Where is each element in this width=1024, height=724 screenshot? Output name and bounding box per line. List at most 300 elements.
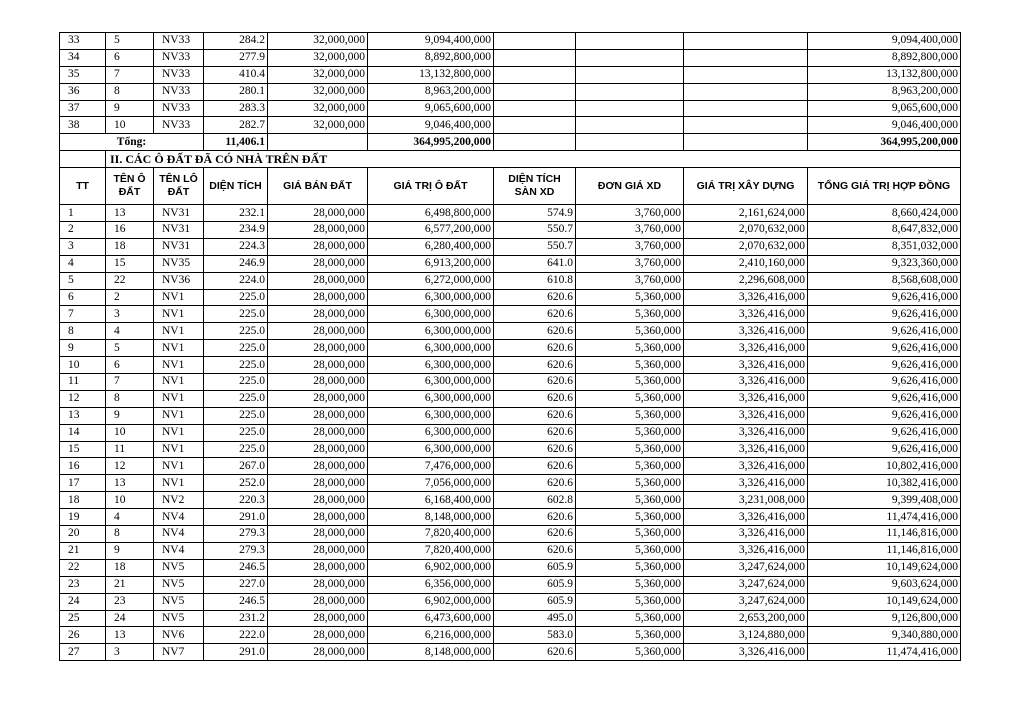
cell-gia-tri-xd: 3,326,416,000: [684, 441, 808, 458]
cell-gia-ban-dat: 28,000,000: [268, 289, 368, 306]
cell-gia-tri-o-dat: 13,132,800,000: [368, 66, 494, 83]
cell-gia-tri-o-dat: 8,963,200,000: [368, 83, 494, 100]
cell-gia-tri-xd: 2,296,608,000: [684, 272, 808, 289]
cell-tong-gia-tri: 9,323,360,000: [808, 255, 961, 272]
cell-ten-lo-dat: NV33: [154, 100, 204, 117]
cell-gia-tri-xd: 3,326,416,000: [684, 390, 808, 407]
cell-ten-o-dat: 7: [106, 66, 154, 83]
cell-tong-gia-tri: 13,132,800,000: [808, 66, 961, 83]
cell-dien-tich-san: 620.6: [494, 441, 576, 458]
cell-don-gia-xd: 5,360,000: [576, 306, 684, 323]
cell-tong-gia-tri: 11,474,416,000: [808, 509, 961, 526]
cell-ten-o-dat: 9: [106, 100, 154, 117]
cell-tong-gia-tri: 9,626,416,000: [808, 323, 961, 340]
cell-gia-tri-o-dat: 6,272,000,000: [368, 272, 494, 289]
cell-gia-tri-o-dat: 6,913,200,000: [368, 255, 494, 272]
cell-gia-tri-o-dat: 8,148,000,000: [368, 644, 494, 661]
header-dien-tich-san: DIỆN TÍCH SÀN XD: [494, 168, 576, 205]
cell-ten-o-dat: 18: [106, 238, 154, 255]
cell-gia-tri-xd: 3,247,624,000: [684, 576, 808, 593]
cell-gia-tri-o-dat: 6,300,000,000: [368, 323, 494, 340]
cell-tt: 8: [60, 323, 106, 340]
cell-ten-o-dat: 21: [106, 576, 154, 593]
table-row: [60, 627, 961, 644]
cell-gia-tri-o-dat: 8,148,000,000: [368, 509, 494, 526]
cell-tong-gia-tri: 10,382,416,000: [808, 475, 961, 492]
header-gia-tri-o-dat: GIÁ TRỊ Ô ĐẤT: [368, 168, 494, 205]
cell-don-gia-xd: 5,360,000: [576, 475, 684, 492]
cell-ten-lo-dat: NV1: [154, 390, 204, 407]
cell-don-gia-xd: 5,360,000: [576, 374, 684, 391]
cell-ten-o-dat: 18: [106, 559, 154, 576]
cell-tt: 23: [60, 576, 106, 593]
cell-ten-o-dat: 10: [106, 117, 154, 134]
cell-gia-ban-dat: 28,000,000: [268, 357, 368, 374]
cell-gia-tri-o-dat: 6,902,000,000: [368, 559, 494, 576]
cell-tt: 21: [60, 542, 106, 559]
cell-ten-o-dat: 8: [106, 83, 154, 100]
cell-dien-tich: 222.0: [204, 627, 268, 644]
cell-gia-ban-dat: 28,000,000: [268, 255, 368, 272]
cell-ten-lo-dat: NV5: [154, 576, 204, 593]
cell-tong-gia-tri: 9,126,800,000: [808, 610, 961, 627]
cell-gia-ban-dat: 28,000,000: [268, 458, 368, 475]
cell-gia-tri-o-dat: 6,280,400,000: [368, 238, 494, 255]
cell-don-gia-xd: 5,360,000: [576, 390, 684, 407]
cell-dien-tich: 225.0: [204, 323, 268, 340]
cell-gia-ban-dat: 28,000,000: [268, 542, 368, 559]
header-tt: TT: [60, 168, 106, 205]
cell-don-gia-xd: 5,360,000: [576, 323, 684, 340]
cell-ten-lo-dat: NV1: [154, 323, 204, 340]
table-row: [60, 542, 961, 559]
cell-gia-tri-xd: 3,326,416,000: [684, 306, 808, 323]
cell-gia-tri-xd: 3,326,416,000: [684, 526, 808, 543]
cell-gia-tri-xd: 3,326,416,000: [684, 542, 808, 559]
cell-dien-tich: 291.0: [204, 509, 268, 526]
cell-gia-tri-xd: 3,326,416,000: [684, 340, 808, 357]
cell-don-gia-xd: 5,360,000: [576, 441, 684, 458]
cell-gia-tri-o-dat: 6,577,200,000: [368, 222, 494, 239]
cell-dien-tich: 246.5: [204, 559, 268, 576]
cell-gia-tri-o-dat: 6,902,000,000: [368, 593, 494, 610]
cell-ten-o-dat: 5: [106, 33, 154, 50]
cell-tt: 35: [60, 66, 106, 83]
header-ten-o-dat: TÊN Ô ĐẤT: [106, 168, 154, 205]
cell-ten-o-dat: 6: [106, 49, 154, 66]
cell-ten-o-dat: 8: [106, 526, 154, 543]
cell-dien-tich-san: 605.9: [494, 576, 576, 593]
cell-dien-tich: 225.0: [204, 407, 268, 424]
cell-gia-tri-o-dat: 7,056,000,000: [368, 475, 494, 492]
cell-ten-o-dat: 3: [106, 644, 154, 661]
cell-gia-tri-o-dat: 6,300,000,000: [368, 424, 494, 441]
cell-tong-gia-tri: 8,963,200,000: [808, 83, 961, 100]
cell-dien-tich-san: 620.6: [494, 323, 576, 340]
cell-ten-lo-dat: NV5: [154, 610, 204, 627]
cell-ten-o-dat: 4: [106, 323, 154, 340]
cell-gia-tri-o-dat: 7,820,400,000: [368, 526, 494, 543]
cell-tt: 38: [60, 117, 106, 134]
cell-tong-gia-tri: 11,146,816,000: [808, 542, 961, 559]
cell-tt: 16: [60, 458, 106, 475]
cell-ten-lo-dat: NV33: [154, 49, 204, 66]
cell-don-gia-xd: 5,360,000: [576, 357, 684, 374]
cell-dien-tich-san: 620.6: [494, 542, 576, 559]
total-area: 11,406.1: [204, 134, 268, 151]
cell-dien-tich-san: 550.7: [494, 222, 576, 239]
cell-ten-lo-dat: NV1: [154, 458, 204, 475]
cell-dien-tich-san: 620.6: [494, 306, 576, 323]
table-row: [60, 83, 961, 100]
cell-tong-gia-tri: 11,146,816,000: [808, 526, 961, 543]
section-title: II. CÁC Ô ĐẤT ĐÃ CÓ NHÀ TRÊN ĐẤT: [106, 151, 961, 168]
cell-gia-tri-xd: 3,124,880,000: [684, 627, 808, 644]
table-row: [60, 49, 961, 66]
cell-ten-lo-dat: NV4: [154, 509, 204, 526]
cell-ten-o-dat: 9: [106, 407, 154, 424]
cell-ten-o-dat: 9: [106, 542, 154, 559]
cell-dien-tich-san: 620.6: [494, 357, 576, 374]
cell-tt: 12: [60, 390, 106, 407]
cell-tt: 14: [60, 424, 106, 441]
cell-don-gia-xd: 3,760,000: [576, 222, 684, 239]
cell-dien-tich-san: 620.6: [494, 390, 576, 407]
header-gia-tri-xd: GIÁ TRỊ XÂY DỰNG: [684, 168, 808, 205]
cell-tt: 11: [60, 374, 106, 391]
cell-gia-ban-dat: 28,000,000: [268, 475, 368, 492]
cell-don-gia-xd: 5,360,000: [576, 593, 684, 610]
cell-ten-lo-dat: NV5: [154, 559, 204, 576]
cell-don-gia-xd: 5,360,000: [576, 542, 684, 559]
cell-tt: 20: [60, 526, 106, 543]
table-row: [60, 289, 961, 306]
cell-tong-gia-tri: 8,647,832,000: [808, 222, 961, 239]
table-row: [60, 593, 961, 610]
cell-tt: 24: [60, 593, 106, 610]
cell-tong-gia-tri: 8,351,032,000: [808, 238, 961, 255]
cell-ten-o-dat: 12: [106, 458, 154, 475]
cell-ten-o-dat: 13: [106, 627, 154, 644]
cell-gia-ban-dat: 32,000,000: [268, 49, 368, 66]
cell-gia-tri-xd: 2,410,160,000: [684, 255, 808, 272]
cell-don-gia-xd: 5,360,000: [576, 627, 684, 644]
cell-gia-ban-dat: 28,000,000: [268, 407, 368, 424]
cell-tong-gia-tri: 9,626,416,000: [808, 390, 961, 407]
cell-don-gia-xd: 5,360,000: [576, 289, 684, 306]
cell-ten-lo-dat: NV36: [154, 272, 204, 289]
cell-dien-tich-san: 610.8: [494, 272, 576, 289]
cell-tt: 33: [60, 33, 106, 50]
cell-gia-ban-dat: 28,000,000: [268, 509, 368, 526]
header-gia-ban-dat: GIÁ BÁN ĐẤT: [268, 168, 368, 205]
cell-gia-tri-o-dat: 7,820,400,000: [368, 542, 494, 559]
cell-ten-o-dat: 24: [106, 610, 154, 627]
cell-dien-tich: 283.3: [204, 100, 268, 117]
cell-tong-gia-tri: 10,802,416,000: [808, 458, 961, 475]
cell-ten-lo-dat: NV33: [154, 83, 204, 100]
cell-don-gia-xd: 5,360,000: [576, 610, 684, 627]
cell-ten-lo-dat: NV2: [154, 492, 204, 509]
cell-ten-lo-dat: NV1: [154, 407, 204, 424]
cell-dien-tich: 267.0: [204, 458, 268, 475]
cell-ten-o-dat: 3: [106, 306, 154, 323]
cell-tt: 1: [60, 205, 106, 222]
cell-gia-ban-dat: 28,000,000: [268, 576, 368, 593]
table-row: [60, 390, 961, 407]
cell-ten-o-dat: 13: [106, 475, 154, 492]
cell-gia-tri-o-dat: 6,300,000,000: [368, 374, 494, 391]
cell-dien-tich: 225.0: [204, 357, 268, 374]
cell-don-gia-xd: 5,360,000: [576, 492, 684, 509]
cell-dien-tich: 225.0: [204, 441, 268, 458]
cell-dien-tich: 280.1: [204, 83, 268, 100]
cell-ten-lo-dat: NV33: [154, 33, 204, 50]
cell-tong-gia-tri: 9,065,600,000: [808, 100, 961, 117]
cell-gia-tri-xd: 3,326,416,000: [684, 374, 808, 391]
cell-tt: 3: [60, 238, 106, 255]
cell-gia-tri-xd: 3,326,416,000: [684, 424, 808, 441]
cell-ten-o-dat: 4: [106, 509, 154, 526]
cell-dien-tich-san: 605.9: [494, 559, 576, 576]
table-row: [60, 475, 961, 492]
cell-tong-gia-tri: 9,399,408,000: [808, 492, 961, 509]
cell-ten-lo-dat: NV1: [154, 475, 204, 492]
cell-dien-tich-san: 550.7: [494, 238, 576, 255]
table-row: [60, 610, 961, 627]
cell-dien-tich: 224.3: [204, 238, 268, 255]
table-row: [60, 424, 961, 441]
header-row: [60, 168, 961, 205]
cell-dien-tich-san: 620.6: [494, 475, 576, 492]
cell-tt: 5: [60, 272, 106, 289]
cell-tong-gia-tri: 9,094,400,000: [808, 33, 961, 50]
cell-dien-tich-san: 620.6: [494, 644, 576, 661]
cell-ten-lo-dat: NV7: [154, 644, 204, 661]
header-tong-gia-tri: TỔNG GIÁ TRỊ HỢP ĐỒNG: [808, 168, 961, 205]
cell-gia-ban-dat: 32,000,000: [268, 33, 368, 50]
cell-gia-tri-o-dat: 7,476,000,000: [368, 458, 494, 475]
cell-ten-o-dat: 6: [106, 357, 154, 374]
cell-ten-o-dat: 10: [106, 424, 154, 441]
cell-ten-lo-dat: NV1: [154, 374, 204, 391]
cell-dien-tich: 231.2: [204, 610, 268, 627]
table-row: [60, 222, 961, 239]
part2-body: [60, 205, 961, 661]
cell-ten-lo-dat: NV33: [154, 66, 204, 83]
cell-ten-lo-dat: NV5: [154, 593, 204, 610]
cell-tong-gia-tri: 9,340,880,000: [808, 627, 961, 644]
table-row: [60, 374, 961, 391]
cell-tt: 9: [60, 340, 106, 357]
cell-gia-ban-dat: 28,000,000: [268, 644, 368, 661]
cell-gia-ban-dat: 28,000,000: [268, 593, 368, 610]
cell-tt: 2: [60, 222, 106, 239]
cell-tt: 26: [60, 627, 106, 644]
cell-don-gia-xd: 3,760,000: [576, 272, 684, 289]
cell-tt: 27: [60, 644, 106, 661]
part1-body: [60, 33, 961, 134]
cell-gia-tri-xd: 2,070,632,000: [684, 238, 808, 255]
cell-ten-o-dat: 11: [106, 441, 154, 458]
cell-tong-gia-tri: 8,892,800,000: [808, 49, 961, 66]
table-row: [60, 306, 961, 323]
cell-dien-tich-san: 602.8: [494, 492, 576, 509]
cell-gia-tri-o-dat: 6,300,000,000: [368, 340, 494, 357]
table-row: [60, 458, 961, 475]
cell-ten-o-dat: 2: [106, 289, 154, 306]
cell-dien-tich-san: 620.6: [494, 526, 576, 543]
cell-gia-tri-o-dat: 6,300,000,000: [368, 306, 494, 323]
cell-tt: 13: [60, 407, 106, 424]
cell-gia-tri-xd: 3,326,416,000: [684, 475, 808, 492]
cell-tong-gia-tri: 9,626,416,000: [808, 441, 961, 458]
cell-dien-tich-san: 620.6: [494, 289, 576, 306]
table-row: [60, 340, 961, 357]
cell-ten-lo-dat: NV4: [154, 542, 204, 559]
cell-tt: 6: [60, 289, 106, 306]
cell-gia-tri-xd: 3,231,008,000: [684, 492, 808, 509]
cell-ten-lo-dat: NV1: [154, 424, 204, 441]
cell-dien-tich: 225.0: [204, 306, 268, 323]
cell-gia-tri-o-dat: 6,168,400,000: [368, 492, 494, 509]
table-row: [60, 509, 961, 526]
cell-gia-tri-xd: 3,247,624,000: [684, 559, 808, 576]
cell-dien-tich: 220.3: [204, 492, 268, 509]
table-row: [60, 357, 961, 374]
total-contract-value: 364,995,200,000: [808, 134, 961, 151]
cell-tong-gia-tri: 11,474,416,000: [808, 644, 961, 661]
cell-ten-lo-dat: NV1: [154, 289, 204, 306]
table-row: [60, 33, 961, 50]
cell-gia-ban-dat: 28,000,000: [268, 323, 368, 340]
cell-tt: 22: [60, 559, 106, 576]
cell-ten-o-dat: 15: [106, 255, 154, 272]
cell-ten-o-dat: 13: [106, 205, 154, 222]
cell-tt: 19: [60, 509, 106, 526]
cell-tong-gia-tri: 9,626,416,000: [808, 424, 961, 441]
cell-gia-ban-dat: 32,000,000: [268, 117, 368, 134]
cell-gia-tri-xd: 3,326,416,000: [684, 407, 808, 424]
cell-dien-tich-san: 495.0: [494, 610, 576, 627]
cell-dien-tich-san: 574.9: [494, 205, 576, 222]
cell-gia-ban-dat: 28,000,000: [268, 374, 368, 391]
table-row: [60, 238, 961, 255]
cell-dien-tich-san: 620.6: [494, 424, 576, 441]
cell-gia-ban-dat: 32,000,000: [268, 66, 368, 83]
table-row: [60, 644, 961, 661]
cell-tt: 10: [60, 357, 106, 374]
cell-dien-tich-san: 620.6: [494, 340, 576, 357]
cell-gia-ban-dat: 28,000,000: [268, 424, 368, 441]
cell-gia-tri-o-dat: 6,216,000,000: [368, 627, 494, 644]
cell-dien-tich-san: 620.6: [494, 407, 576, 424]
cell-tong-gia-tri: 9,046,400,000: [808, 117, 961, 134]
cell-dien-tich: 246.5: [204, 593, 268, 610]
cell-ten-lo-dat: NV4: [154, 526, 204, 543]
cell-don-gia-xd: 5,360,000: [576, 576, 684, 593]
cell-tong-gia-tri: 10,149,624,000: [808, 559, 961, 576]
cell-ten-lo-dat: NV35: [154, 255, 204, 272]
cell-ten-o-dat: 5: [106, 340, 154, 357]
cell-gia-tri-xd: 3,326,416,000: [684, 323, 808, 340]
cell-ten-o-dat: 22: [106, 272, 154, 289]
cell-gia-ban-dat: 28,000,000: [268, 559, 368, 576]
cell-tt: 34: [60, 49, 106, 66]
cell-tong-gia-tri: 9,626,416,000: [808, 289, 961, 306]
cell-tt: 7: [60, 306, 106, 323]
cell-gia-ban-dat: 28,000,000: [268, 610, 368, 627]
cell-tong-gia-tri: 9,626,416,000: [808, 340, 961, 357]
cell-gia-ban-dat: 28,000,000: [268, 627, 368, 644]
cell-dien-tich: 246.9: [204, 255, 268, 272]
cell-dien-tich: 225.0: [204, 390, 268, 407]
cell-ten-lo-dat: NV6: [154, 627, 204, 644]
total-label: Tổng:: [60, 134, 204, 151]
cell-dien-tich: 224.0: [204, 272, 268, 289]
cell-dien-tich-san: 620.6: [494, 509, 576, 526]
cell-ten-o-dat: 23: [106, 593, 154, 610]
cell-dien-tich: 282.7: [204, 117, 268, 134]
cell-dien-tich: 279.3: [204, 542, 268, 559]
cell-tong-gia-tri: 9,603,624,000: [808, 576, 961, 593]
cell-ten-lo-dat: NV1: [154, 357, 204, 374]
cell-don-gia-xd: 5,360,000: [576, 340, 684, 357]
cell-gia-ban-dat: 28,000,000: [268, 272, 368, 289]
cell-ten-lo-dat: NV31: [154, 222, 204, 239]
total-land-value: 364,995,200,000: [368, 134, 494, 151]
cell-dien-tich-san: 583.0: [494, 627, 576, 644]
cell-dien-tich: 277.9: [204, 49, 268, 66]
cell-dien-tich-san: 620.6: [494, 458, 576, 475]
cell-gia-ban-dat: 28,000,000: [268, 441, 368, 458]
table-row: [60, 205, 961, 222]
cell-gia-tri-o-dat: 6,300,000,000: [368, 441, 494, 458]
cell-don-gia-xd: 5,360,000: [576, 424, 684, 441]
table-row: [60, 441, 961, 458]
table-row: [60, 323, 961, 340]
cell-dien-tich: 410.4: [204, 66, 268, 83]
cell-tong-gia-tri: 8,660,424,000: [808, 205, 961, 222]
cell-tong-gia-tri: 9,626,416,000: [808, 374, 961, 391]
cell-don-gia-xd: 5,360,000: [576, 559, 684, 576]
cell-gia-tri-o-dat: 9,065,600,000: [368, 100, 494, 117]
table-row: [60, 492, 961, 509]
table-row: [60, 272, 961, 289]
cell-tong-gia-tri: 8,568,608,000: [808, 272, 961, 289]
cell-gia-ban-dat: 28,000,000: [268, 205, 368, 222]
cell-don-gia-xd: 3,760,000: [576, 238, 684, 255]
cell-gia-tri-xd: 3,326,416,000: [684, 289, 808, 306]
cell-ten-lo-dat: NV33: [154, 117, 204, 134]
cell-ten-o-dat: 16: [106, 222, 154, 239]
cell-gia-tri-o-dat: 6,300,000,000: [368, 289, 494, 306]
land-price-table: [59, 32, 961, 661]
cell-don-gia-xd: 5,360,000: [576, 644, 684, 661]
cell-tt: 17: [60, 475, 106, 492]
cell-dien-tich: 252.0: [204, 475, 268, 492]
table-row: [60, 407, 961, 424]
cell-gia-tri-xd: 3,326,416,000: [684, 357, 808, 374]
section-row: [60, 151, 961, 168]
cell-gia-tri-o-dat: 6,356,000,000: [368, 576, 494, 593]
table-row: [60, 100, 961, 117]
table-row: [60, 559, 961, 576]
cell-ten-o-dat: 7: [106, 374, 154, 391]
cell-gia-ban-dat: 28,000,000: [268, 306, 368, 323]
table-row: [60, 576, 961, 593]
cell-gia-ban-dat: 32,000,000: [268, 83, 368, 100]
